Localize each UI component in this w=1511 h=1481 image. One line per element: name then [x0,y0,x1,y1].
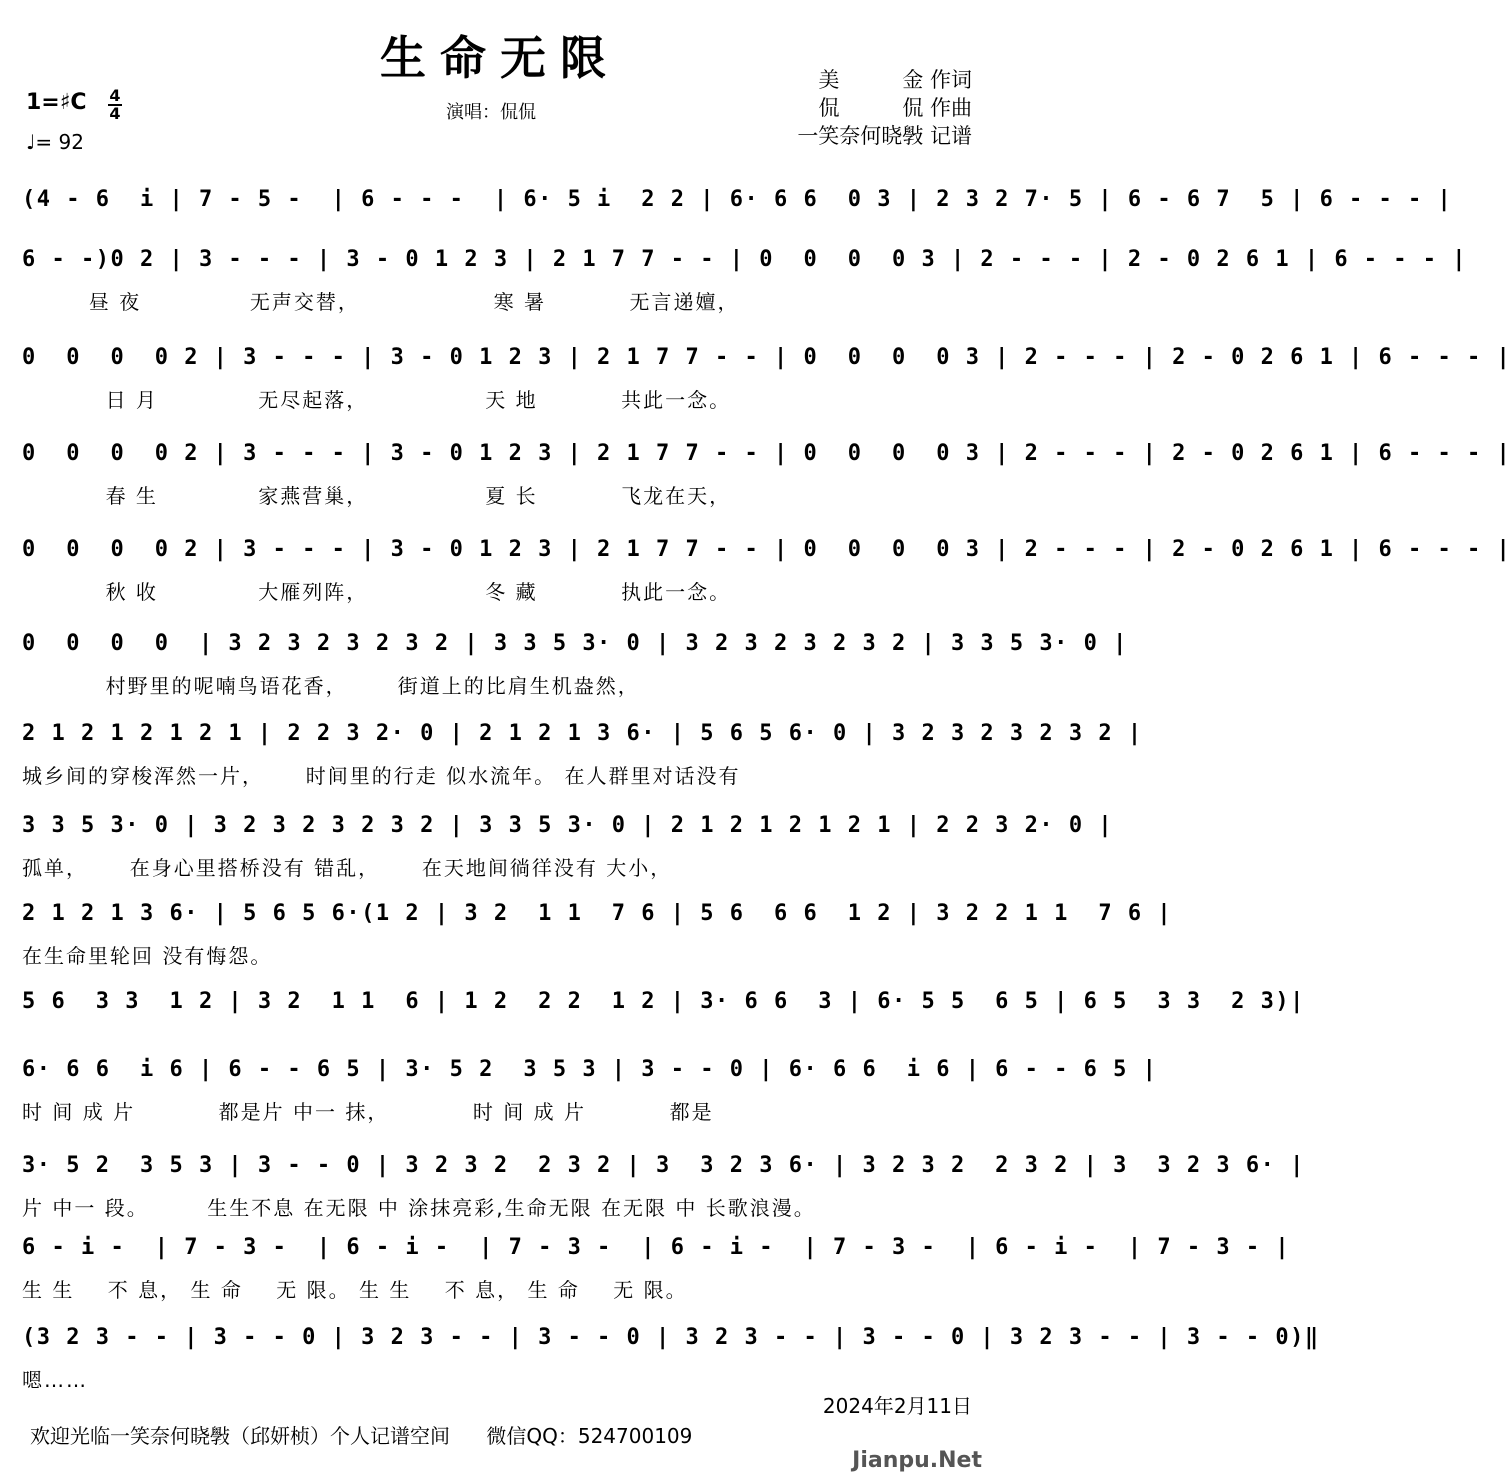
footer [30,1420,722,1449]
notation-line: 3· 5 2 3 5 3 | 3 - - 0 | 3 2 3 2 2 3 2 | 3 3 2 3 6· | 3 2 3 2 2 3 2 | 3 3 2 3 6· | [22,1153,1305,1178]
notation-line: 5 6 3 3 1 2 | 3 2 1 1 6 | 1 2 2 2 1 2 | 3· 6 6 3 | 6· 5 5 6 5 | 6 5 3 3 2 3)| [22,989,1305,1014]
notation-line: 3 3 5 3· 0 | 3 2 3 2 3 2 3 2 | 3 3 5 3· 0 | 2 1 2 1 2 1 2 1 | 2 2 3 2· 0 | [22,813,1114,838]
notation-line: 0 0 0 0 2 | 3 - - - | 3 - 0 1 2 3 | 2 1 7 7 - - | 0 0 0 0 3 | 2 - - - | 2 - 0 2 6 1 | 6 - - - | [22,345,1511,370]
notation-line: (3 2 3 - - | 3 - - 0 | 3 2 3 - - | 3 - - 0 | 3 2 3 - - | 3 - - 0 | 3 2 3 - - | 3 - - 0)‖ [22,1325,1320,1350]
time-signature-bottom: 4 [109,104,121,123]
notation-line: 0 0 0 0 2 | 3 - - - | 3 - 0 1 2 3 | 2 1 7 7 - - | 0 0 0 0 3 | 2 - - - | 2 - 0 2 6 1 | 6 - - - | [22,441,1511,466]
credits [797,66,972,150]
page-title: 生命无限 [380,31,620,85]
welcome-text: 欢迎光临一笑奈何晓斅（邱妍桢）个人记谱空间 [30,1424,450,1448]
lyrics-line: 城乡间的穿梭浑然一片， 时间里的行走 似水流年。 在人群里对话没有 [22,764,741,788]
lyricist-credit: 美 金 作词 [818,68,972,92]
lyrics-line: 嗯…… [22,1368,88,1392]
lyrics-line: 日 月 无尽起落， 天 地 共此一念。 [22,388,732,412]
lyrics-line: 秋 收 大雁列阵， 冬 藏 执此一念。 [22,580,732,604]
key-signature: 1=♯C [26,90,87,115]
notation-line: 2 1 2 1 3 6· | 5 6 5 6·(1 2 | 3 2 1 1 7 6 | 5 6 6 6 1 2 | 3 2 2 1 1 7 6 | [22,901,1173,926]
time-signature [108,88,122,122]
time-signature-top: 4 [109,86,121,105]
notation-line: 0 0 0 0 2 | 3 - - - | 3 - 0 1 2 3 | 2 1 7 7 - - | 0 0 0 0 3 | 2 - - - | 2 - 0 2 6 1 | 6 - - - | [22,537,1511,562]
notation-line: 6· 6 6 i 6 | 6 - - 6 5 | 3· 5 2 3 5 3 | 3 - - 0 | 6· 6 6 i 6 | 6 - - 6 5 | [22,1057,1158,1082]
tempo-marking: ♩= 92 [26,130,84,154]
lyrics-line: 在生命里轮回 没有悔怨。 [22,944,273,968]
contact-text: 微信QQ：524700109 [486,1424,693,1448]
lyrics-line: 生 生 不 息， 生 命 无 限。 生 生 不 息， 生 命 无 限。 [22,1278,688,1302]
lyrics-line: 村野里的呢喃鸟语花香， 街道上的比肩生机盎然， [22,674,640,698]
lyrics-line: 春 生 家燕营巢， 夏 长 飞龙在天， [22,484,732,508]
notation-line: (4 - 6 i | 7 - 5 - | 6 - - - | 6· 5 i 2 2 | 6· 6 6 0 3 | 2 3 2 7· 5 | 6 - 6 7 5 | 6 - - - | [22,187,1453,212]
transcriber-credit: 一笑奈何晓斅 记谱 [797,124,972,148]
transcription-date: 2024年2月11日 [822,1394,972,1418]
lyrics-line: 时 间 成 片 都是片 中一 抹， 时 间 成 片 都是 [22,1100,714,1124]
notation-line: 6 - i - | 7 - 3 - | 6 - i - | 7 - 3 - | 6 - i - | 7 - 3 - | 6 - i - | 7 - 3 - | [22,1235,1291,1260]
singer-credit: 演唱：侃侃 [446,102,536,123]
notation-line: 0 0 0 0 | 3 2 3 2 3 2 3 2 | 3 3 5 3· 0 | 3 2 3 2 3 2 3 2 | 3 3 5 3· 0 | [22,631,1128,656]
lyrics-line: 片 中一 段。 生生不息 在无限 中 涂抹亮彩,生命无限 在无限 中 长歌浪漫。 [22,1196,816,1220]
lyrics-line: 孤单， 在身心里搭桥没有 错乱， 在天地间徜徉没有 大小， [22,856,673,880]
notation-line: 6 - -)0 2 | 3 - - - | 3 - 0 1 2 3 | 2 1 7 7 - - | 0 0 0 0 3 | 2 - - - | 2 - 0 2 6 1 | 6 - - - | [22,247,1468,272]
lyrics-line: 昼 夜 无声交替， 寒 暑 无言递嬗， [22,290,740,314]
composer-credit: 侃 侃 作曲 [818,96,972,120]
notation-line: 2 1 2 1 2 1 2 1 | 2 2 3 2· 0 | 2 1 2 1 3 6· | 5 6 5 6· 0 | 3 2 3 2 3 2 3 2 | [22,721,1143,746]
site-watermark: Jianpu.Net [852,1448,982,1473]
